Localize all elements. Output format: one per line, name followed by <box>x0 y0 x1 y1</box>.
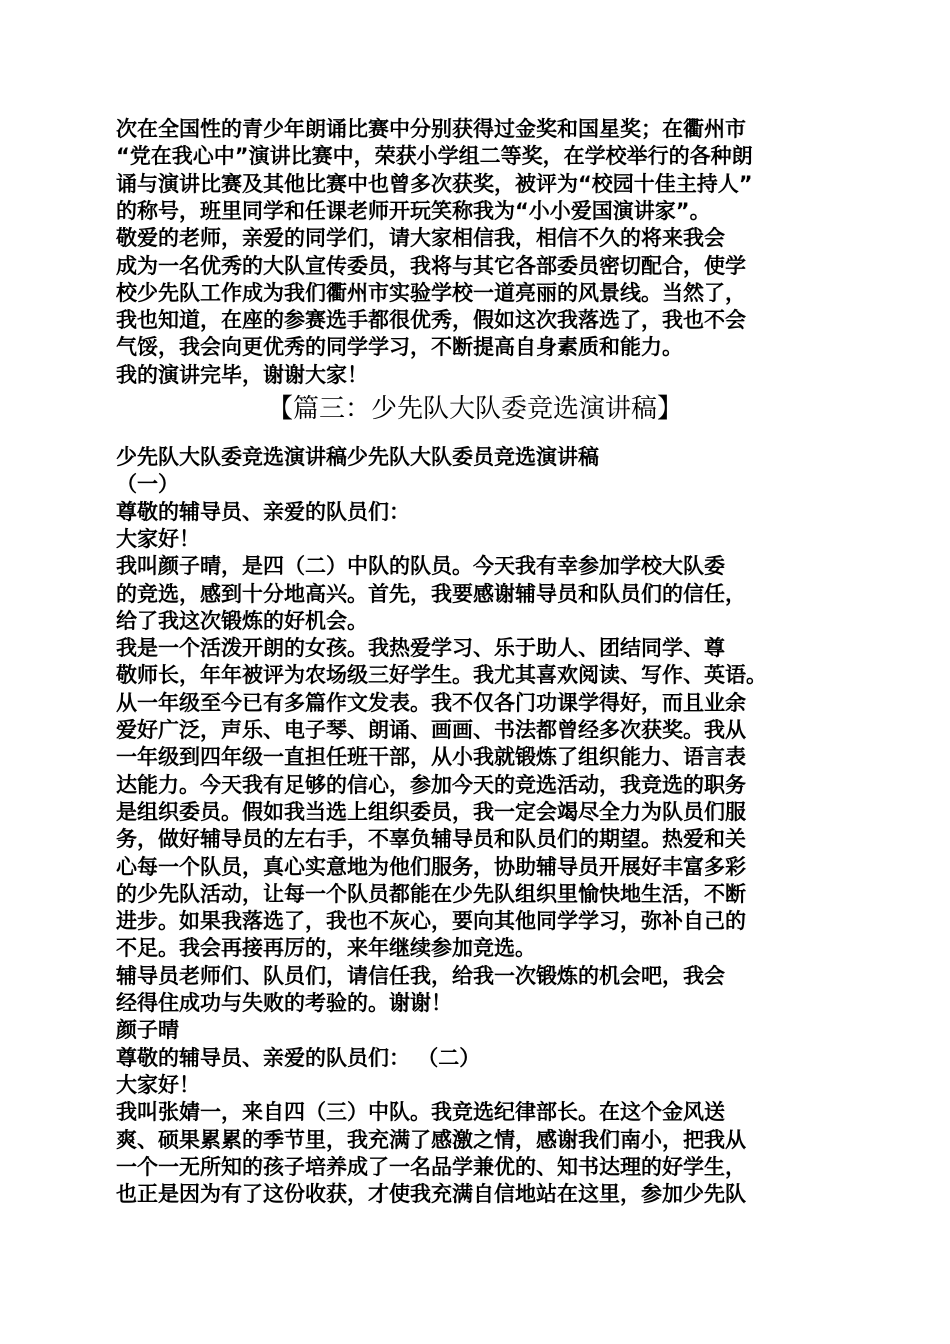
paragraph-line: 爱好广泛，声乐、电子琴、朗诵、画画、书法都曾经多次获奖。我从 <box>116 718 746 742</box>
paragraph-line: 大家好！ <box>116 1072 200 1097</box>
paragraph-line: 爽、硕果累累的季节里，我充满了感激之情，感谢我们南小，把我从 <box>116 1127 746 1152</box>
paragraph-line: 的称号，班里同学和任课老师开玩笑称我为“小小爱国演讲家”。 <box>116 198 711 223</box>
paragraph-line: 校少先队工作成为我们衢州市实验学校一道亮丽的风景线。当然了， <box>116 280 746 305</box>
section-heading: 【篇三：少先队大队委竞选演讲稿】 <box>266 394 683 424</box>
paragraph-line: 是组织委员。假如我当选上组织委员，我一定会竭尽全力为队员们服 <box>116 799 746 824</box>
paragraph-line: 敬师长，年年被评为农场级三好学生。我尤其喜欢阅读、写作、英语。 <box>116 663 767 688</box>
paragraph-line: 颜子晴 <box>116 1018 179 1043</box>
paragraph-line: 也正是因为有了这份收获，才使我充满自信地站在这里，参加少先队 <box>116 1182 746 1207</box>
paragraph-line: 一年级到四年级一直担任班干部，从小我就锻炼了组织能力、语言表 <box>116 745 746 770</box>
paragraph-line: 尊敬的辅导员、亲爱的队员们： （二） <box>116 1045 481 1070</box>
paragraph-line: 辅导员老师们、队员们，请信任我，给我一次锻炼的机会吧，我会 <box>116 963 725 988</box>
paragraph-line: 达能力。今天我有足够的信心，参加今天的竞选活动，我竞选的职务 <box>116 772 746 797</box>
paragraph-line: 我是一个活泼开朗的女孩。我热爱学习、乐于助人、团结同学、尊 <box>116 636 725 661</box>
paragraph-line: 成为一名优秀的大队宣传委员，我将与其它各部委员密切配合，使学 <box>116 253 746 278</box>
paragraph-line: 我叫颜子晴，是四（二）中队的队员。今天我有幸参加学校大队委 <box>116 554 725 579</box>
paragraph-line: “党在我心中”演讲比赛中，荣获小学组二等奖，在学校举行的各种朗 <box>116 144 753 169</box>
paragraph-line: 我叫张婧一，来自四（三）中队。我竞选纪律部长。在这个金风送 <box>116 1100 725 1125</box>
paragraph-line: 进步。如果我落选了，我也不灰心，要向其他同学学习，弥补自己的 <box>116 909 746 934</box>
paragraph-line: 心每一个队员，真心实意地为他们服务，协助辅导员开展好丰富多彩 <box>116 854 746 879</box>
paragraph-line: 尊敬的辅导员、亲爱的队员们： <box>116 499 410 524</box>
paragraph-line: 一个一无所知的孩子培养成了一名品学兼优的、知书达理的好学生， <box>116 1154 746 1179</box>
paragraph-line: 次在全国性的青少年朗诵比赛中分别获得过金奖和国星奖；在衢州市 <box>116 117 746 141</box>
paragraph-line: 经得住成功与失败的考验的。谢谢！ <box>116 991 452 1015</box>
paragraph-line: 大家好！ <box>116 526 200 551</box>
paragraph-line: 给了我这次锻炼的好机会。 <box>116 608 368 633</box>
paragraph-line: 不足。我会再接再厉的，来年继续参加竞选。 <box>116 936 536 961</box>
paragraph-line: 的竞选，感到十分地高兴。首先，我要感谢辅导员和队员们的信任， <box>116 581 746 606</box>
paragraph-line: （一） <box>116 472 179 497</box>
paragraph-line: 少先队大队委竞选演讲稿少先队大队委员竞选演讲稿 <box>116 445 599 469</box>
paragraph-line: 我的演讲完毕，谢谢大家！ <box>116 362 368 387</box>
paragraph-line: 从一年级至今已有多篇作文发表。我不仅各门功课学得好，而且业余 <box>116 690 746 715</box>
paragraph-line: 诵与演讲比赛及其他比赛中也曾多次获奖，被评为“校园十佳主持人” <box>116 171 753 196</box>
paragraph-line: 我也知道，在座的参赛选手都很优秀，假如这次我落选了，我也不会 <box>116 308 746 333</box>
paragraph-line: 务，做好辅导员的左右手，不辜负辅导员和队员们的期望。热爱和关 <box>116 827 746 852</box>
paragraph-line: 气馁，我会向更优秀的同学学习，不断提高自身素质和能力。 <box>116 335 683 360</box>
paragraph-line: 敬爱的老师，亲爱的同学们，请大家相信我，相信不久的将来我会 <box>116 226 725 251</box>
paragraph-line: 的少先队活动，让每一个队员都能在少先队组织里愉快地生活，不断 <box>116 881 746 906</box>
